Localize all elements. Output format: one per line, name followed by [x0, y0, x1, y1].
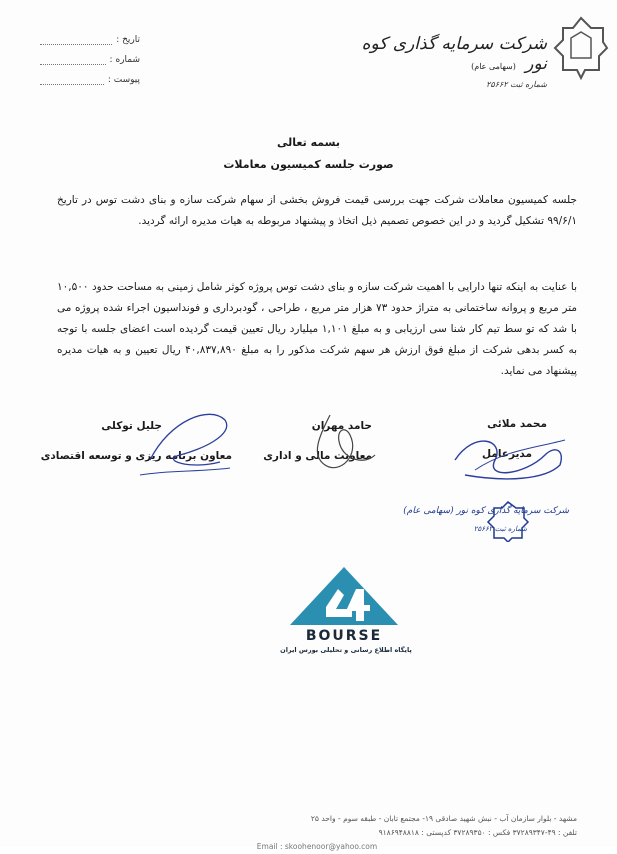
meta-number-line	[40, 56, 106, 65]
stamp-text: شرکت سرمایه گذاری کوه نور (سهامی عام)	[403, 506, 569, 516]
signature-3-icon	[130, 400, 240, 485]
bourse-watermark-icon	[286, 565, 402, 627]
company-name	[357, 34, 547, 74]
watermark-tagline: پایگاه اطلاع رسانی و تحلیلی بورس ایران	[280, 646, 412, 654]
letter-footer	[57, 812, 577, 854]
footer-address: مشهد - بلوار سازمان آب - نبش شهید صادقی ۱۹- مجتمع تابان - طبقه سوم - واحد ۲۵	[310, 814, 577, 823]
signatory-name-1: محمد ملائی	[487, 418, 547, 430]
document-subtitle: صورت جلسه کمیسیون معاملات	[223, 158, 394, 171]
meta-attachment-line	[40, 76, 104, 85]
company-logo-icon	[553, 16, 609, 80]
company-header	[357, 34, 547, 89]
meta-date-label: تاریخ :	[116, 35, 140, 45]
company-stamp-icon	[390, 498, 530, 542]
meta-number-row	[40, 50, 140, 70]
stamp-registration: شماره ثبت ۲۵۶۶۲	[473, 525, 527, 533]
signatory-name-3: جلیل توکلی	[101, 420, 162, 432]
signatory-role-2: معاونت مالی و اداری	[263, 450, 372, 462]
meta-number-label: شماره :	[109, 55, 140, 65]
watermark-brand: BOURSE	[305, 628, 383, 644]
footer-phones: تلفن : ۴۹-۳۷۲۸۹۳۴۷ فکس : ۳۷۲۸۹۳۵۰ کدپستی : ۹۱۸۶۹۴۸۸۱۸	[378, 828, 577, 837]
body-paragraph: با عنایت به اینکه تنها دارایی با اهمیت شرکت سازه و بنای دشت توس پروژه کوثر شامل زمینی به مساحت حدود ۱۰,۵۰۰ متر مربع و پروانه ساختمانی به متراژ حدود ۷۳ هزار متر مربع ، طراحی ، گودبرداری و فونداسیون اجراء شده پروژه می با شد که تو سط تیم کار شنا سی ارزیابی و به مبلغ ۱,۱۰۱ میلیارد ریال تعیین قیمت گردیده است اعضای جلسه با توجه به کسر بدهی شرکت از مبلغ فوق ارزش هر سهم شرکت مذکور را به مبلغ ۴۰,۸۳۷,۸۹۰ ریال تعیین و به هیات مدیره پیشنهاد می نماید.	[57, 281, 577, 377]
signatory-name-2: حامد مهران	[311, 420, 372, 432]
meta-attachment-row	[40, 70, 140, 90]
document-title: بسمه تعالی	[277, 136, 340, 149]
signature-1-icon	[445, 420, 575, 490]
body-paragraph: جلسه کمیسیون معاملات شرکت جهت بررسی قیمت فروش بخشی از سهام شرکت سازه و بنای دشت توس در تاریخ ۹۹/۶/۱ تشکیل گردید و در این خصوص تصمیم ذیل اتخاذ و پیشنهاد مربوطه به هیات مدیره ارائه گردید.	[57, 194, 577, 227]
meta-date-line	[40, 36, 112, 45]
signatory-role-3: معاون برنامه ریزی و توسعه اقتصادی	[40, 450, 232, 462]
letter-meta	[40, 30, 140, 90]
footer-email: Email : skoohenoor@yahoo.com	[256, 842, 378, 851]
company-registration: شماره ثبت ۲۵۶۶۲	[486, 80, 547, 89]
meta-date-row	[40, 30, 140, 50]
signatory-role-1: مدیرعامل	[481, 448, 532, 460]
meta-attachment-label: پیوست :	[107, 75, 140, 85]
company-name-text: شرکت سرمایه گذاری کوه نور	[361, 34, 547, 74]
company-type: (سهامی عام)	[471, 62, 516, 71]
signature-2-icon	[290, 405, 385, 480]
